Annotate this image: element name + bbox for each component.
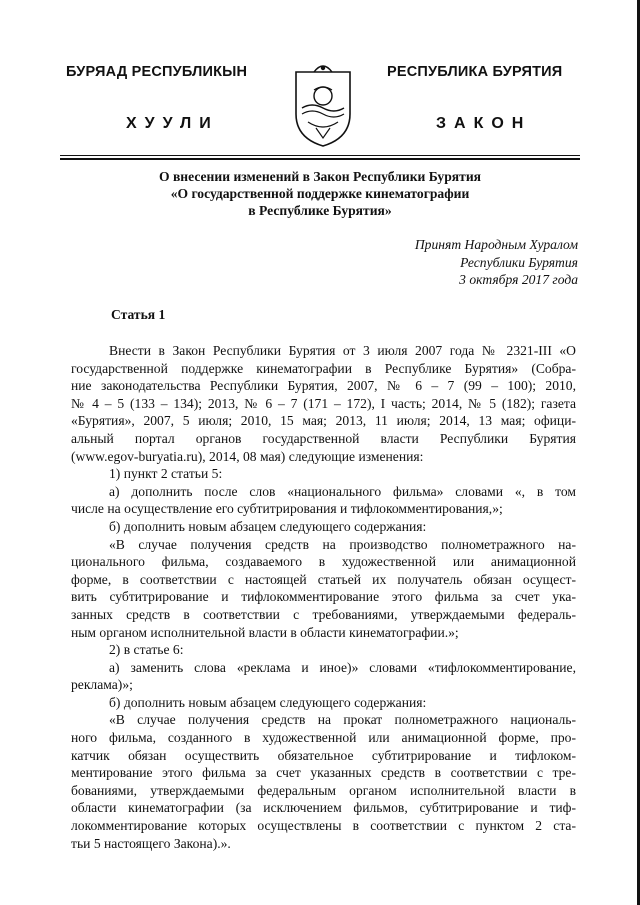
body-line: тьи 5 настоящего Закона).». (71, 835, 231, 851)
body-line: № 4 – 5 (133 – 134); 2013, № 6 – 7 (171 – 172), I часть; 2014, № 5 (182); газета (71, 395, 576, 411)
adoption-line: Принят Народным Хуралом (414, 237, 578, 252)
law-title-line: в Республике Бурятия» (248, 203, 392, 218)
body-line: ментирование этого фильма за счет указанных средств в соответствии с тре- (71, 765, 576, 781)
article-heading: Статья 1 (111, 307, 166, 322)
body-line: бованиями, утверждаемыми федеральным органом исполнительной власти в (71, 782, 576, 798)
adoption-line: Республики Бурятия (460, 254, 578, 270)
body-line: ние законодательства Республики Бурятия, 2007, № 6 – 7 (99 – 100); 2010, (71, 378, 576, 394)
header-right-word: ЗАКОН (436, 115, 532, 132)
header-left-word: ХУУЛИ (126, 115, 219, 132)
body-line: государственной поддержке кинематографии в Республике Бурятия» (Собра- (71, 360, 576, 376)
body-line: локомментирование которых осуществлены в соответствии с пунктом 2 ста- (71, 818, 576, 834)
body-line: б) дополнить новым абзацем следующего содержания: (109, 694, 427, 710)
law-title-line: «О государственной поддержке кинематографии (170, 186, 470, 201)
body-line: реклама)»; (71, 677, 133, 693)
body-line: 2) в статье 6: (109, 642, 184, 658)
body-line: альный портал органов государственной власти Республики Бурятия (71, 430, 576, 446)
law-title (100, 168, 540, 219)
body-line: области кинематографии (за исключением фильмов, субтитрирование и тиф- (71, 800, 576, 816)
body-line: б) дополнить новым абзацем следующего содержания: (109, 518, 427, 534)
article-body (71, 342, 576, 852)
body-line: занных средств в соответствии с требованиями, утверждаемыми федераль- (71, 606, 576, 622)
body-line: а) дополнить после слов «национального фильма» словами «, в том (109, 483, 576, 499)
body-line: ного фильма, созданного в художественной или анимационной форме, про- (71, 730, 576, 746)
body-line: числе на осуществление его субтитрирования и тифлокомментирования,»; (71, 501, 503, 517)
body-line: ционального фильма, создаваемого в художественной или анимационной (71, 554, 576, 570)
body-line: Внести в Закон Республики Бурятия от 3 июля 2007 года № 2321-III «О (109, 343, 576, 358)
adoption-note (340, 236, 578, 289)
body-line: ным органом исполнительной власти в области кинематографии.»; (71, 624, 459, 640)
header-divider-thin (60, 155, 580, 156)
body-line: (www.egov-buryatia.ru), 2014, 08 мая) следующие изменения: (71, 448, 424, 464)
body-line: 1) пункт 2 статьи 5: (109, 466, 223, 482)
body-line: «В случае получения средств на прокат полнометражного националь- (109, 712, 576, 728)
body-line: а) заменить слова «реклама и иное)» словами «тифлокомментирование, (109, 659, 576, 675)
body-line: «Бурятия», 2007, 5 июля; 2010, 15 мая; 2013, 11 июля; 2014, 13 мая; офици- (71, 413, 576, 429)
body-line: вить субтитрирование и тифлокомментирование этого фильма за счет ука- (71, 589, 576, 605)
body-line: катчик обязан осуществить обязательное субтитрирование и тифлоком- (71, 747, 576, 763)
header-right-title: РЕСПУБЛИКА БУРЯТИЯ (387, 64, 563, 80)
coat-of-arms-icon (292, 62, 354, 148)
header-divider-thick (60, 158, 580, 160)
body-line: форме, в соответствии с настоящей статьей их получатель обязан осущест- (71, 571, 576, 587)
adoption-line: 3 октября 2017 года (459, 272, 578, 287)
law-title-line: О внесении изменений в Закон Республики Бурятия (158, 169, 482, 184)
header-left-title: БУРЯАД РЕСПУБЛИКЫН (66, 64, 248, 80)
body-line: «В случае получения средств на производство полнометражного на- (109, 536, 576, 552)
